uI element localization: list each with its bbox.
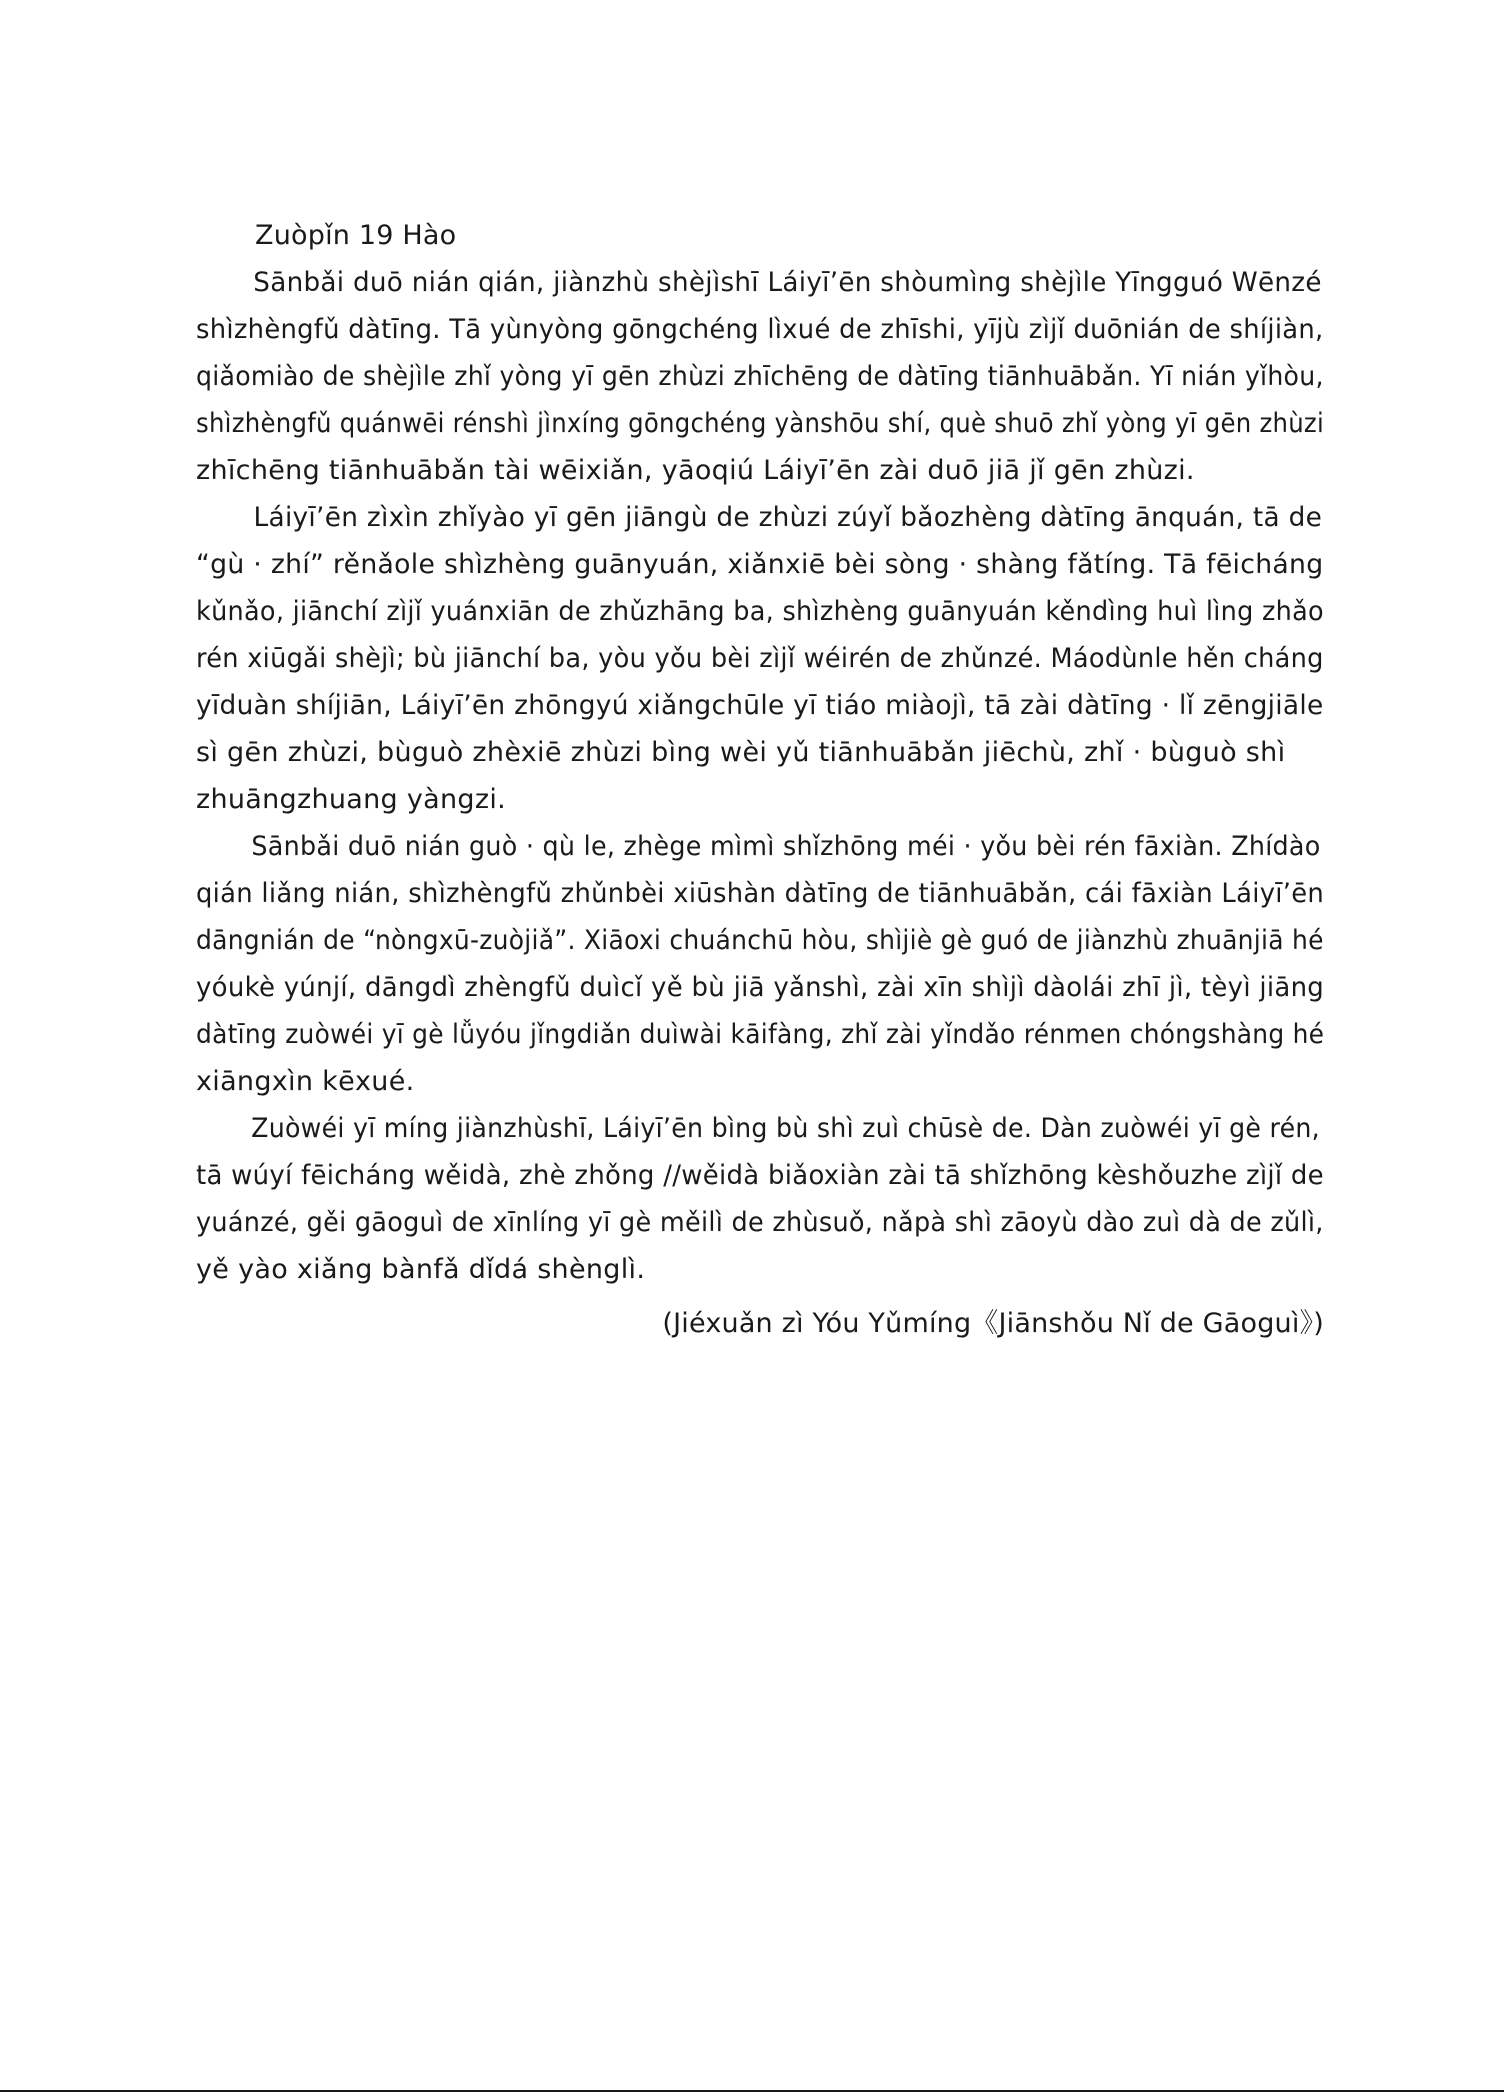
paragraph-line: xiāngxìn kēxué. [196, 1066, 415, 1097]
paragraph-line: zhīchēng tiānhuābǎn tài wēixiǎn, yāoqiú Láiyī’ēn zài duō jiā jǐ gēn zhùzi. [196, 455, 1195, 486]
paragraph-line: qiǎomiào de shèjìle zhǐ yòng yī gēn zhùzi zhīchēng de dàtīng tiānhuābǎn. Yī nián yǐhòu, [196, 361, 1324, 392]
paragraph [196, 823, 1324, 1105]
paragraph-line: yīduàn shíjiān, Láiyī’ēn zhōngyú xiǎngchūle yī tiáo miàojì, tā zài dàtīng · lǐ zēngjiāle [196, 690, 1324, 721]
paragraph-line: yóukè yúnjí, dāngdì zhèngfǔ duìcǐ yě bù jiā yǎnshì, zài xīn shìjì dàolái zhī jì, tèyì jiāng [196, 972, 1325, 1003]
paragraph-line: “gù · zhí” rěnǎole shìzhèng guānyuán, xiǎnxiē bèi sòng · shàng fǎtíng. Tā fēicháng [196, 549, 1324, 580]
paragraph-line: yě yào xiǎng bànfǎ dǐdá shènglì. [196, 1254, 646, 1285]
paragraph [196, 259, 1324, 494]
paragraph-line: Sānbǎi duō nián guò · qù le, zhège mìmì shǐzhōng méi · yǒu bèi rén fāxiàn. Zhídào [251, 831, 1321, 862]
paragraph-container [196, 259, 1324, 1293]
paragraph-line: rén xiūgǎi shèjì; bù jiānchí ba, yòu yǒu bèi zìjǐ wéirén de zhǔnzé. Máodùnle hěn cháng [196, 643, 1324, 674]
paragraph-line: qián liǎng nián, shìzhèngfǔ zhǔnbèi xiūshàn dàtīng de tiānhuābǎn, cái fāxiàn Láiyī’ēn [196, 878, 1325, 909]
source-citation: (Jiéxuǎn zì Yóu Yǔmíng《Jiānshǒu Nǐ de Gāoguì》) [662, 1308, 1324, 1339]
paragraph-line: shìzhèngfǔ quánwēi rénshì jìnxíng gōngchéng yànshōu shí, què shuō zhǐ yòng yī gēn zhùzi [196, 408, 1325, 439]
paragraph-line: tā wúyí fēicháng wěidà, zhè zhǒng //wěidà biǎoxiàn zài tā shǐzhōng kèshǒuzhe zìjǐ de [196, 1160, 1324, 1191]
article-body [196, 212, 1324, 1293]
paragraph-line: kǔnǎo, jiānchí zìjǐ yuánxiān de zhǔzhāng ba, shìzhèng guānyuán kěndìng huì lìng zhǎo [196, 596, 1324, 627]
paragraph [196, 494, 1324, 823]
paragraph-line: yuánzé, gěi gāoguì de xīnlíng yī gè měilì de zhùsuǒ, nǎpà shì zāoyù dào zuì dà de zǔlì, [196, 1207, 1324, 1238]
paragraph-line: dàtīng zuòwéi yī gè lǚyóu jǐngdiǎn duìwài kāifàng, zhǐ zài yǐndǎo rénmen chóngshàng hé [196, 1019, 1325, 1050]
paragraph [196, 1105, 1324, 1293]
page-bottom-rule [0, 2090, 1504, 2092]
paragraph-line: Sānbǎi duō nián qián, jiànzhù shèjìshī Láiyī’ēn shòumìng shèjìle Yīngguó Wēnzé [253, 267, 1322, 298]
paragraph-line: Láiyī’ēn zìxìn zhǐyào yī gēn jiāngù de zhùzi zúyǐ bǎozhèng dàtīng ānquán, tā de [253, 502, 1323, 533]
paragraph-line: sì gēn zhùzi, bùguò zhèxiē zhùzi bìng wèi yǔ tiānhuābǎn jiēchù, zhǐ · bùguò shì [196, 737, 1286, 768]
article-title: Zuòpǐn 19 Hào [255, 220, 457, 251]
paragraph-line: Zuòwéi yī míng jiànzhùshī, Láiyī’ēn bìng bù shì zuì chūsè de. Dàn zuòwéi yī gè rén, [251, 1113, 1320, 1144]
paragraph-line: zhuāngzhuang yàngzi. [196, 784, 507, 815]
paragraph-line: dāngnián de “nòngxū-zuòjiǎ”. Xiāoxi chuánchū hòu, shìjiè gè guó de jiànzhù zhuānjiā hé [196, 925, 1324, 956]
paragraph-line: shìzhèngfǔ dàtīng. Tā yùnyòng gōngchéng lìxué de zhīshi, yījù zìjǐ duōnián de shíjiàn, [196, 314, 1324, 345]
